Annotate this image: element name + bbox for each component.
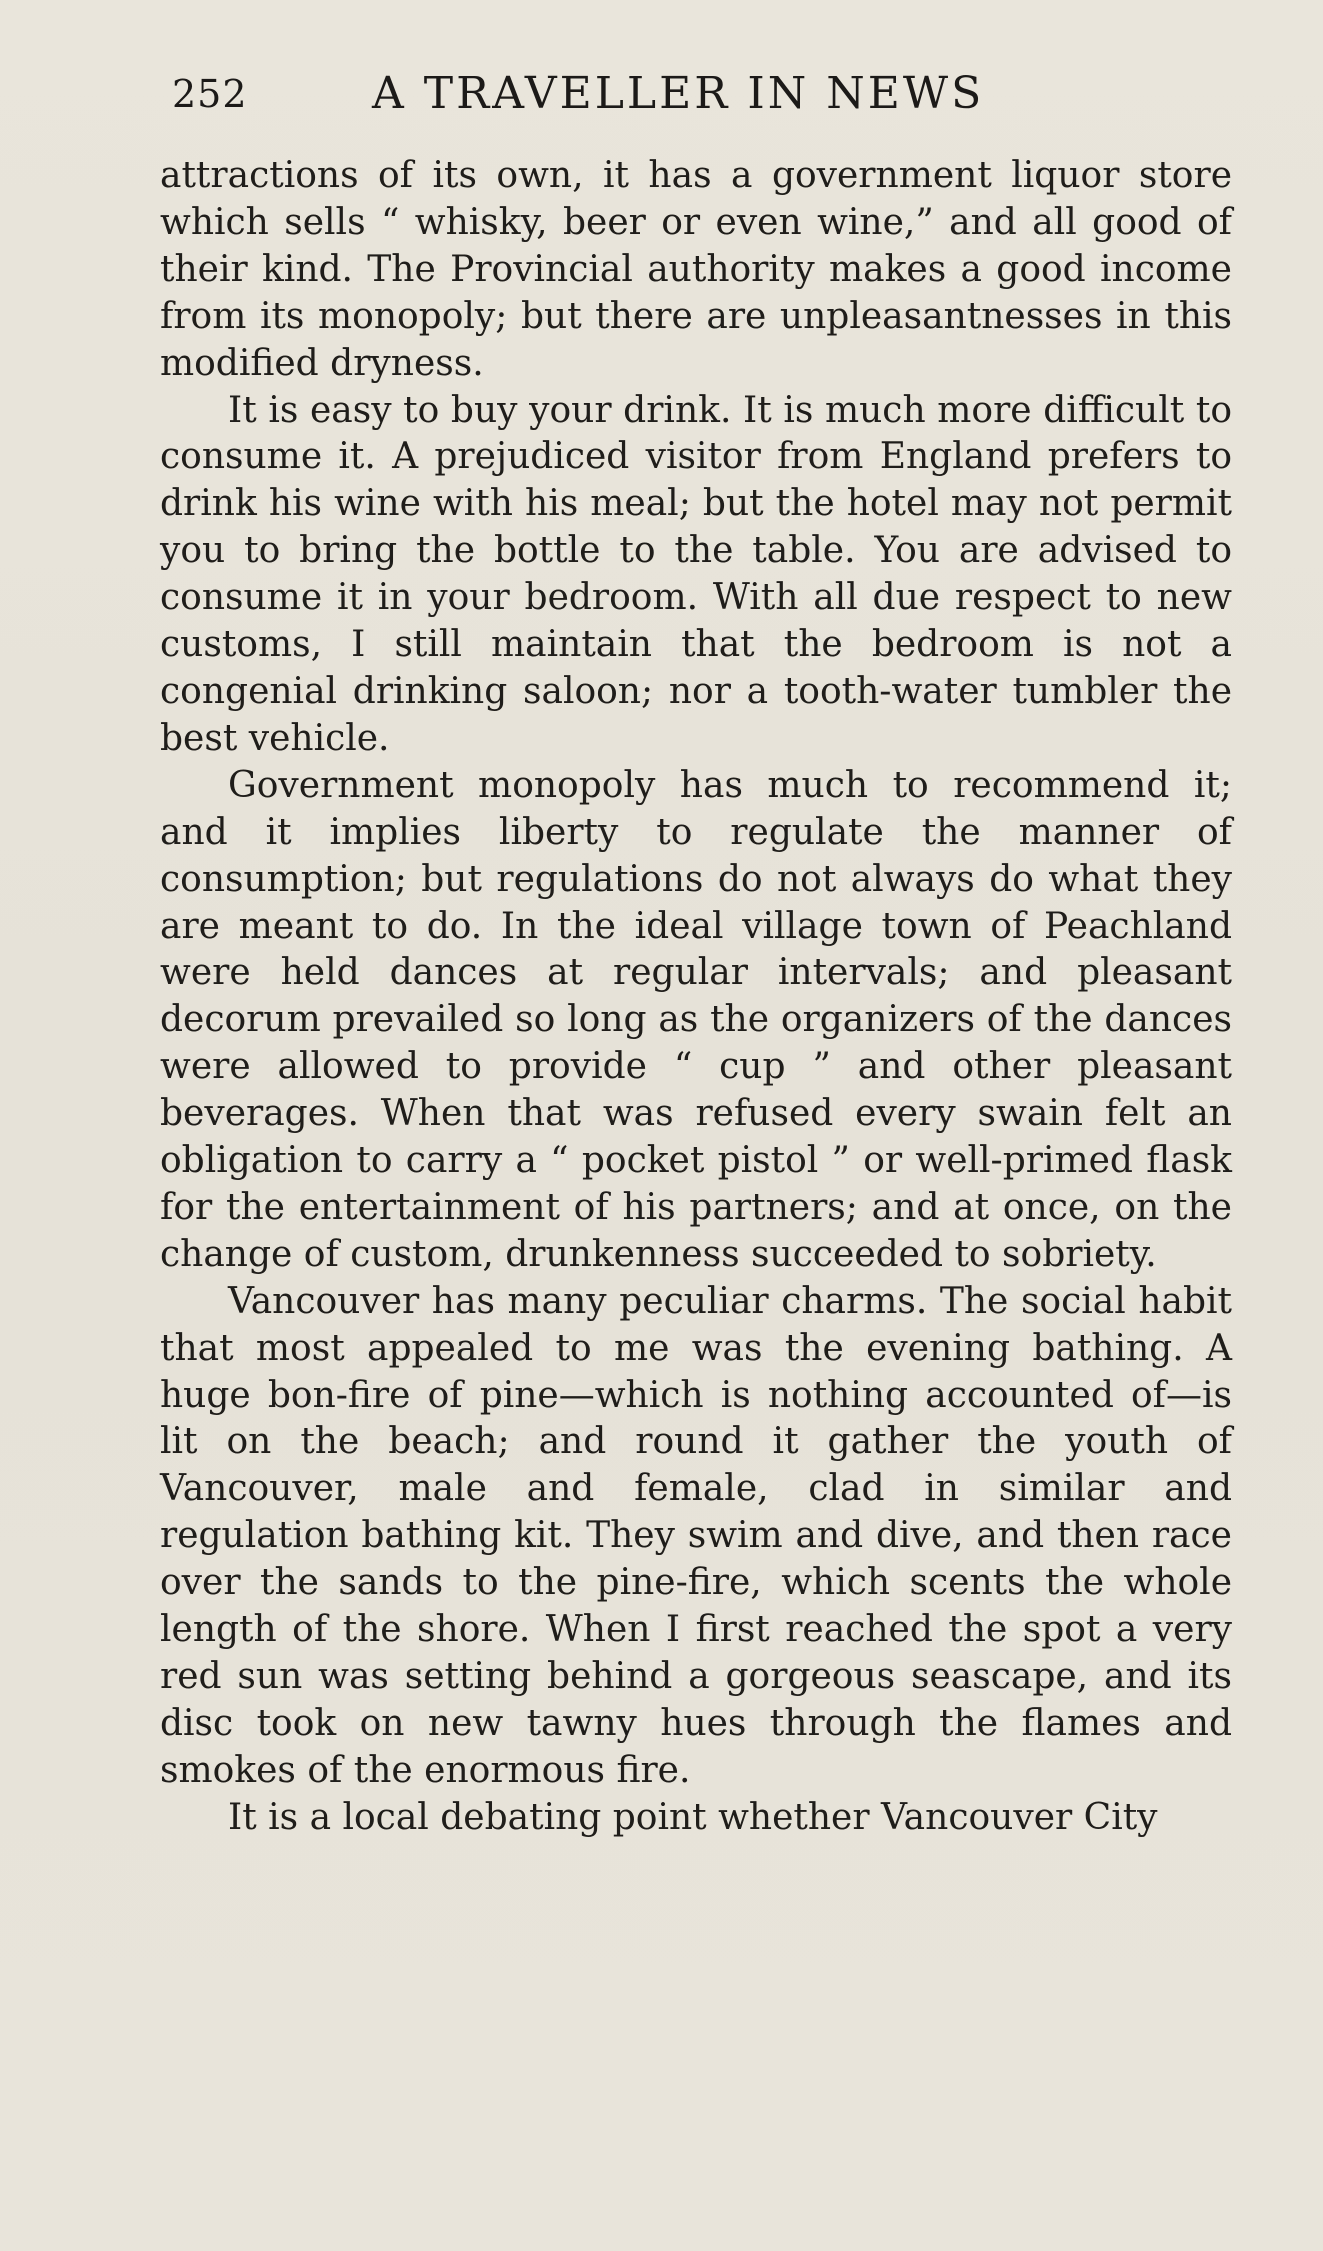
running-title: A TRAVELLER IN NEWS	[372, 68, 985, 119]
page-number: 252	[172, 72, 248, 116]
paragraph-drink: It is easy to buy your drink. It is much more difficult to consume it. A prejudiced visitor from England prefers to drink his wine with his meal; but the hotel may not permit you to bring the bottle to the table. You are advised to consume it in your bedroom. With all due respect to new customs, I still maintain that the bedroom is not a congenial drinking saloon; nor a tooth-water tumbler the best vehicle.	[160, 389, 1232, 759]
paragraph-debating-point: It is a local debating point whether Vancouver City	[228, 1796, 1158, 1838]
body-text	[160, 153, 1232, 1842]
paragraph-vancouver-bathing: Vancouver has many peculiar charms. The social habit that most appealed to me was the evening bathing. A huge bon-fire of pine—which is nothing accounted of—is lit on the beach; and round it gather the youth of Vancouver, male and female, clad in similar and regulation bathing kit. They swim and dive, and then race over the sands to the pine-fire, which scents the whole length of the shore. When I first reached the spot a very red sun was setting behind a gorgeous seascape, and its disc took on new tawny hues through the flames and smokes of the enormous fire.	[160, 1280, 1232, 1791]
running-head	[172, 64, 1172, 124]
paragraph-monopoly: Government monopoly has much to recommend it; and it implies liberty to regulate the manner of consumption; but regulations do not always do what they are meant to do. In the ideal village town of Peachland were held dances at regular intervals; and pleasant decorum prevailed so long as the organizers of the dances were allowed to provide “ cup ” and other pleasant beverages. When that was refused every swain felt an obligation to carry a “ pocket pistol ” or well-primed flask for the entertainment of his partners; and at once, on the change of custom, drunkenness succeeded to sobriety.	[160, 764, 1232, 1275]
paragraph-continued: attractions of its own, it has a government liquor store which sells “ whisky, beer or even wine,” and all good of their kind. The Provincial authority makes a good income from its monopoly; but there are unpleasantnesses in this modified dryness.	[160, 155, 1232, 384]
